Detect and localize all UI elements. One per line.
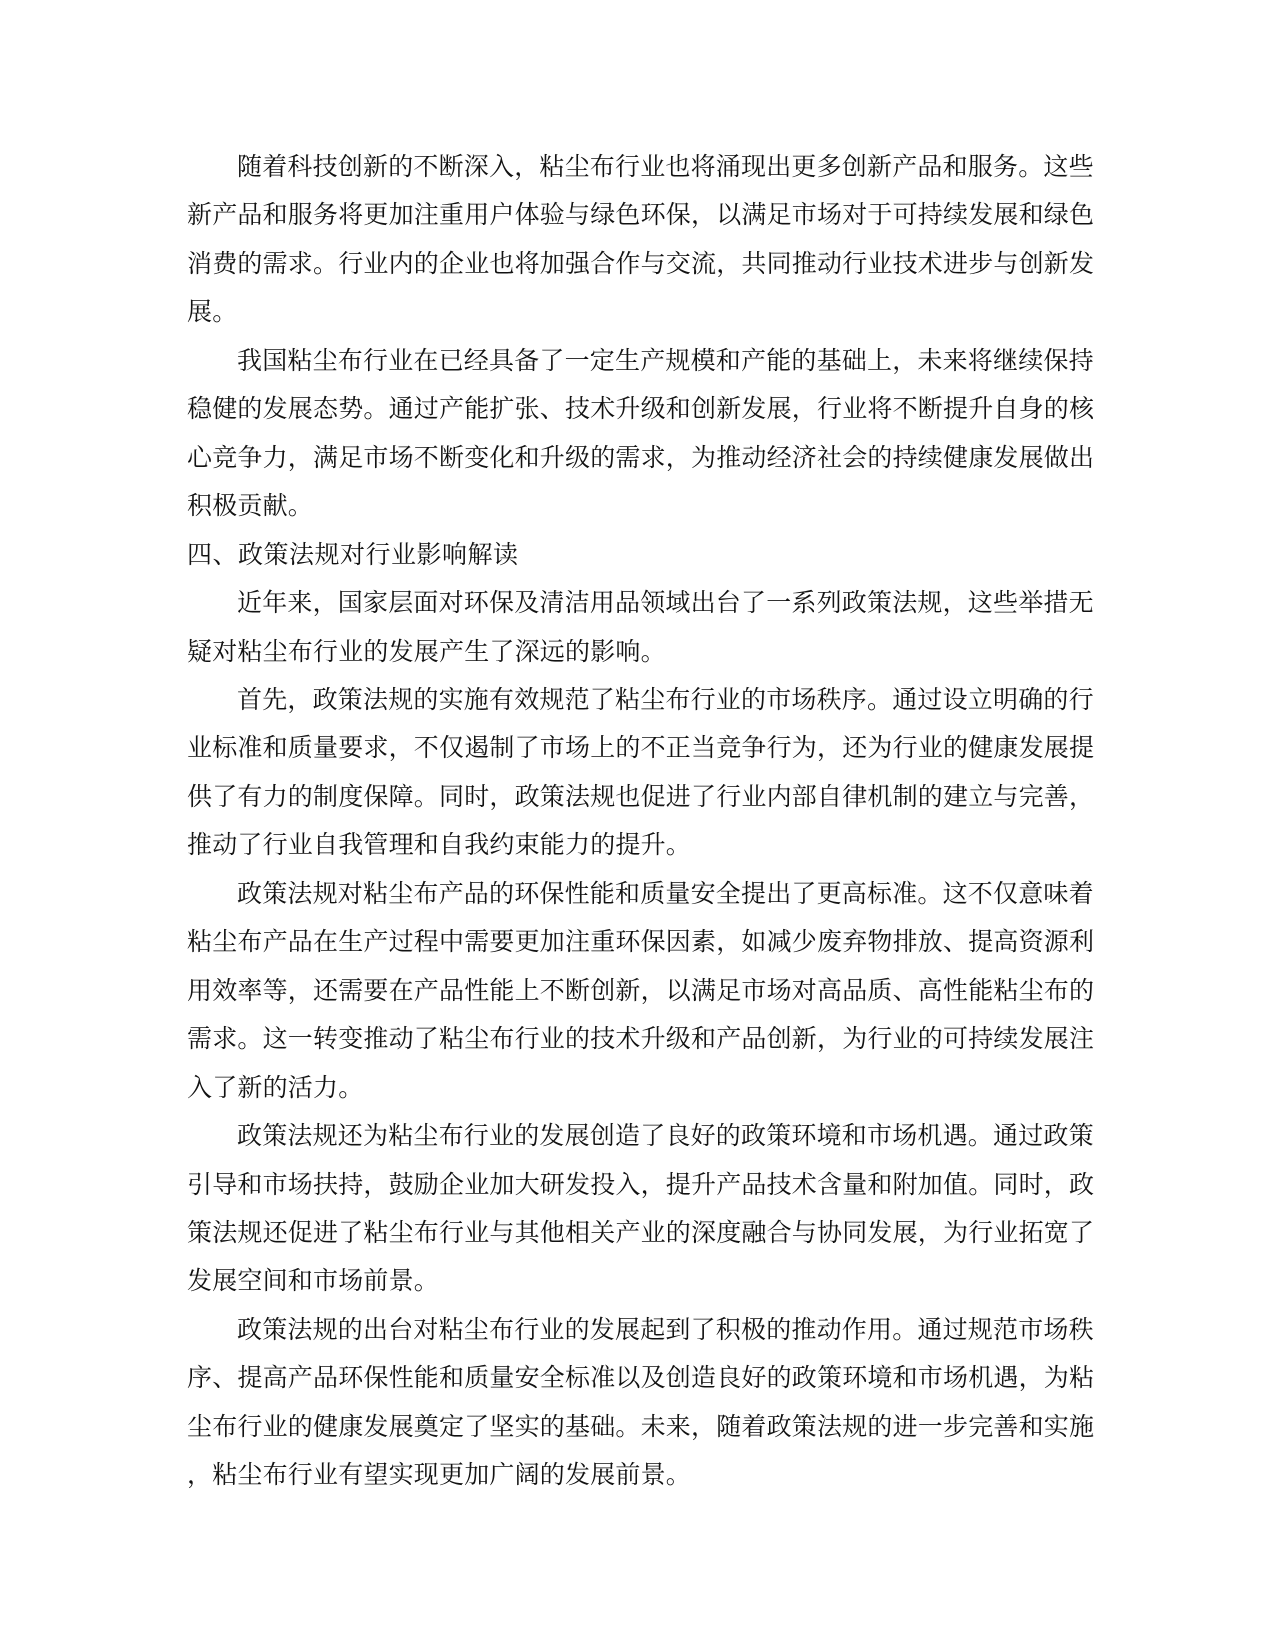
text-line: 政策法规还为粘尘布行业的发展创造了良好的政策环境和市场机遇。通过政策 <box>237 1123 1094 1151</box>
text-line: 策法规还促进了粘尘布行业与其他相关产业的深度融合与协同发展，为行业拓宽了 <box>187 1219 1095 1247</box>
text-line: 新产品和服务将更加注重用户体验与绿色环保，以满足市场对于可持续发展和绿色 <box>187 202 1095 230</box>
paragraph <box>187 1113 1095 1307</box>
text-line: 稳健的发展态势。通过产能扩张、技术升级和创新发展，行业将不断提升自身的核 <box>187 396 1095 424</box>
text-line: ，粘尘布行业有望实现更加广阔的发展前景。 <box>187 1462 692 1490</box>
text-line: 我国粘尘布行业在已经具备了一定生产规模和产能的基础上，未来将继续保持 <box>237 347 1094 375</box>
paragraph <box>187 580 1095 677</box>
text-line: 供了有力的制度保障。同时，政策法规也促进了行业内部自律机制的建立与完善， <box>187 783 1095 811</box>
text-line: 尘布行业的健康发展奠定了坚实的基础。未来，随着政策法规的进一步完善和实施 <box>187 1413 1095 1441</box>
text-line: 首先，政策法规的实施有效规范了粘尘布行业的市场秩序。通过设立明确的行 <box>237 686 1094 714</box>
paragraph <box>187 144 1095 338</box>
paragraph <box>187 677 1095 871</box>
text-line: 引导和市场扶持，鼓励企业加大研发投入，提升产品技术含量和附加值。同时，政 <box>187 1171 1095 1199</box>
section-heading <box>187 532 1095 580</box>
text-line: 业标准和质量要求，不仅遏制了市场上的不正当竞争行为，还为行业的健康发展提 <box>187 735 1095 763</box>
text-line: 入了新的活力。 <box>187 1074 364 1102</box>
text-line: 随着科技创新的不断深入，粘尘布行业也将涌现出更多创新产品和服务。这些 <box>237 154 1094 181</box>
paragraph <box>187 871 1095 1113</box>
text-line: 推动了行业自我管理和自我约束能力的提升。 <box>187 832 692 860</box>
text-line: 展。 <box>187 299 238 327</box>
text-line: 积极贡献。 <box>187 493 314 521</box>
text-line: 粘尘布产品在生产过程中需要更加注重环保因素，如减少废弃物排放、提高资源利 <box>187 929 1095 957</box>
paragraph <box>187 1307 1095 1501</box>
text-line: 四、政策法规对行业影响解读 <box>187 541 519 569</box>
text-line: 序、提高产品环保性能和质量安全标准以及创造良好的政策环境和市场机遇，为粘 <box>187 1365 1095 1393</box>
text-line: 疑对粘尘布行业的发展产生了深远的影响。 <box>187 638 666 666</box>
text-line: 用效率等，还需要在产品性能上不断创新，以满足市场对高品质、高性能粘尘布的 <box>187 977 1095 1005</box>
document-body <box>187 144 1095 1501</box>
text-line: 近年来，国家层面对环保及清洁用品领域出台了一系列政策法规，这些举措无 <box>237 590 1094 618</box>
text-line: 政策法规的出台对粘尘布行业的发展起到了积极的推动作用。通过规范市场秩 <box>237 1316 1094 1344</box>
text-line: 心竞争力，满足市场不断变化和升级的需求，为推动经济社会的持续健康发展做出 <box>187 444 1095 472</box>
text-line: 消费的需求。行业内的企业也将加强合作与交流，共同推动行业技术进步与创新发 <box>187 250 1095 278</box>
text-line: 政策法规对粘尘布产品的环保性能和质量安全提出了更高标准。这不仅意味着 <box>237 880 1094 908</box>
text-line: 需求。这一转变推动了粘尘布行业的技术升级和产品创新，为行业的可持续发展注 <box>187 1026 1095 1054</box>
paragraph <box>187 338 1095 532</box>
text-line: 发展空间和市场前景。 <box>187 1268 440 1296</box>
